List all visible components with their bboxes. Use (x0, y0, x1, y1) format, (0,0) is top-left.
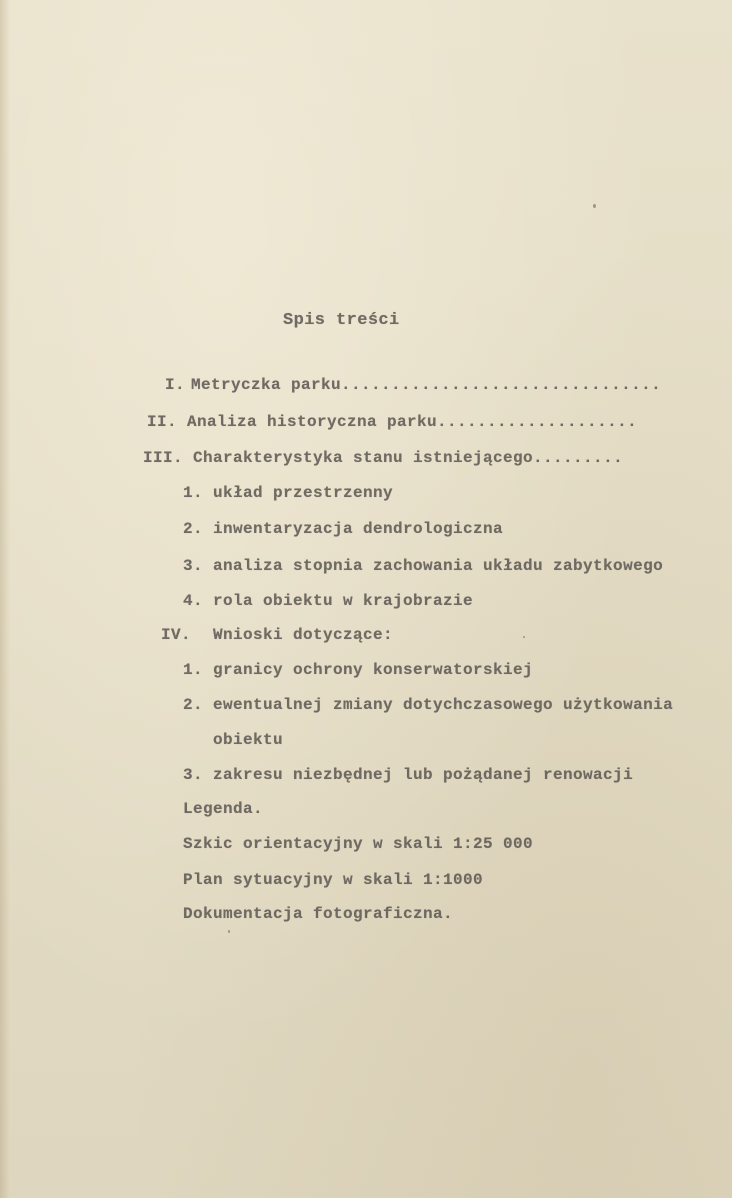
toc-entry: Dokumentacja fotograficzna. (183, 905, 454, 923)
toc-subitem-number: 2. (183, 520, 204, 538)
toc-label: III. (143, 449, 184, 467)
toc-entry: Analiza historyczna parku.................... (187, 413, 638, 431)
toc-subitem: granicy ochrony konserwatorskiej (213, 661, 534, 679)
toc-subitem: inwentaryzacja dendrologiczna (213, 520, 504, 538)
toc-subitem-number: 2. (183, 696, 204, 714)
toc-subitem-number: 1. (183, 484, 204, 502)
toc-entry: Szkic orientacyjny w skali 1:25 000 (183, 835, 534, 853)
page-edge-shadow (0, 0, 10, 1198)
toc-subitem-number: 1. (183, 661, 204, 679)
toc-subitem: rola obiektu w krajobrazie (213, 592, 474, 610)
toc-subitem: układ przestrzenny (213, 484, 394, 502)
toc-entry: Legenda. (183, 800, 264, 818)
toc-subitem-continuation: obiektu (213, 731, 284, 749)
toc-entry: Plan sytuacyjny w skali 1:1000 (183, 871, 484, 889)
paper-speck (228, 930, 230, 933)
toc-subitem-number: 4. (183, 592, 204, 610)
page-title: Spis treści (283, 311, 400, 330)
paper-speck (593, 204, 596, 208)
toc-label: IV. (161, 626, 192, 644)
toc-subitem: ewentualnej zmiany dotychczasowego użytkowania (213, 696, 674, 714)
toc-subitem: analiza stopnia zachowania układu zabytkowego (213, 557, 664, 575)
toc-label: I. (165, 376, 186, 394)
toc-entry: Wnioski dotyczące: (213, 626, 394, 644)
toc-subitem-number: 3. (183, 766, 204, 784)
toc-subitem-number: 3. (183, 557, 204, 575)
toc-entry: Charakterystyka stanu istniejącego......... (193, 449, 624, 467)
toc-label: II. (147, 413, 178, 431)
paper-speck (523, 636, 525, 638)
toc-entry: Metryczka parku................................ (191, 376, 662, 394)
toc-subitem: zakresu niezbędnej lub pożądanej renowacji (213, 766, 634, 784)
